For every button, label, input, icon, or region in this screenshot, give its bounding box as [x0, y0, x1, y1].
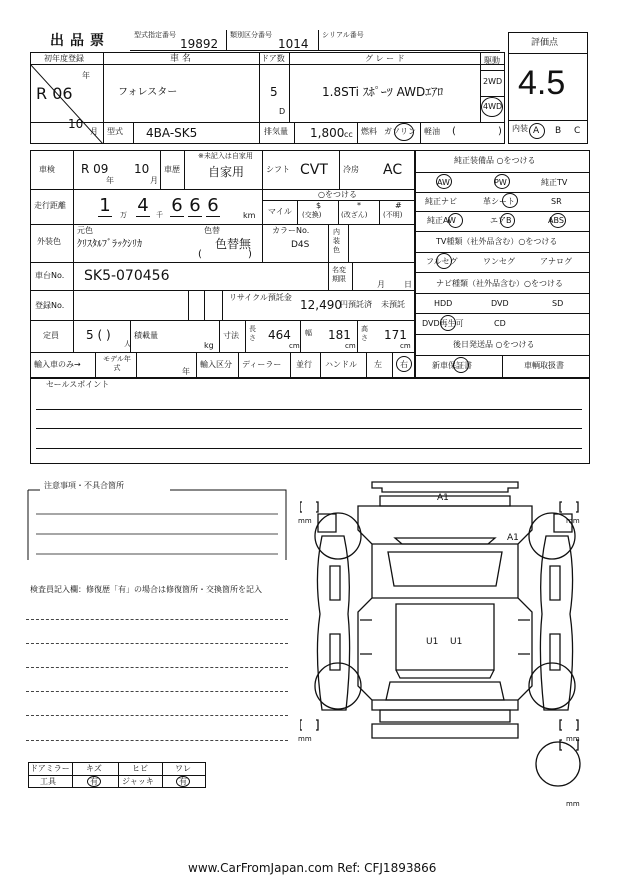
drive-label: 駆動	[484, 56, 500, 65]
sales-point-block	[30, 378, 590, 464]
handle-left: 左	[374, 360, 382, 369]
ac-label: 冷房	[343, 165, 359, 174]
inspection-month: 10	[134, 162, 150, 176]
handle-right-circle	[396, 356, 412, 372]
grade-value: 1.8STi ｽﾎﾟｰﾂ AWDｴｱﾛ	[322, 85, 444, 99]
car-damage-diagram	[300, 474, 590, 814]
option-sr: SR	[551, 197, 562, 206]
first-reg-era: R 06	[36, 84, 73, 103]
nav-cd: CD	[494, 319, 506, 328]
tv-oneseg: ワンセグ	[483, 257, 515, 266]
mm-spare: mm	[566, 800, 580, 808]
mm-rear-left: mm	[298, 735, 312, 743]
legend-jack: ジャッキ	[122, 777, 154, 786]
exterior-label: 外装色	[37, 237, 61, 246]
mileage-label: 走行距離	[34, 201, 66, 210]
tv-type-label: TV種類（社外品含む）○をつける	[436, 237, 558, 246]
legend-scratch: キズ	[86, 764, 102, 773]
drive-2wd: 2WD	[483, 77, 503, 86]
category-value: 1014	[278, 37, 309, 51]
repaint-label: 色替	[204, 226, 220, 235]
mm-front-left: mm	[298, 517, 312, 525]
model-cert-value: 19892	[180, 37, 219, 51]
option-alloy: 純正AW	[427, 216, 456, 225]
later-items-label: 後日発送品 ○をつける	[453, 340, 535, 349]
chassis-label: 車台No.	[35, 271, 65, 280]
import-type-label: 輸入区分	[200, 360, 232, 369]
reg-no-label: 登録No.	[35, 301, 65, 310]
watermark: www.CarFromJapan.com Ref: CFJ1893866	[188, 861, 437, 875]
mark-label: ○をつける	[318, 190, 357, 199]
model-type-label: 型式	[107, 127, 123, 136]
interior-grade-a: A	[533, 126, 540, 136]
parallel-label: 並行	[296, 360, 312, 369]
first-reg-label: 初年度登録	[44, 54, 84, 63]
doors-value: 5	[270, 85, 278, 99]
import-label: 輸入車のみ→	[34, 360, 81, 369]
option-abs: ABS	[548, 216, 564, 225]
rating-value: 4.5	[518, 64, 566, 102]
mark-a1-side: A1	[507, 533, 519, 543]
factory-options-label: 純正装備品 ○をつける	[454, 156, 536, 165]
mileage-exchange: (交換)	[302, 211, 322, 219]
grade-label: グ レ ー ド	[365, 54, 405, 63]
interior-grade-label: 内装	[512, 124, 528, 133]
load-label: 積載量	[134, 331, 158, 340]
option-aw: AW	[437, 178, 450, 187]
shift-value: CVT	[300, 162, 328, 178]
serial-label: シリアル番号	[322, 31, 364, 39]
nav-dvd: DVD	[491, 299, 509, 308]
later-manual: 車輌取扱書	[524, 361, 564, 370]
interior-a-circle	[529, 123, 545, 139]
legend-door-mirror: ドアミラー	[30, 764, 70, 773]
mark-a1-top: A1	[437, 493, 449, 503]
dims-label: 寸法	[223, 331, 239, 340]
fuel-gasoline-circle	[394, 123, 414, 141]
interior-color-label: 内装色	[333, 228, 340, 254]
option-pw: PW	[494, 178, 507, 187]
sales-point-label: セールスポイント	[46, 380, 110, 389]
mileage-digit-3: 6	[171, 195, 183, 216]
chassis-value: SK5-070456	[84, 268, 170, 284]
tv-analog: アナログ	[540, 257, 572, 266]
inspection-era: R 09	[81, 162, 109, 176]
car-name-value: フォレスター	[118, 87, 178, 98]
mile-label: マイル	[268, 207, 292, 216]
sheet-title: 出品票	[50, 33, 110, 49]
car-name-label: 車 名	[170, 54, 191, 64]
legend-tools: 工具	[40, 777, 56, 786]
legend-tools-have: 有	[90, 777, 98, 786]
first-reg-month: 10	[68, 117, 84, 131]
interior-grade-c: C	[574, 126, 581, 136]
length-value: 464	[268, 328, 291, 342]
inspection-label: 車検	[39, 165, 55, 174]
legend-jack-have: 有	[179, 777, 187, 786]
recycle-value: 12,490	[300, 298, 342, 312]
inspector-label: 検査員記入欄：修復歴「有」の場合は修復箇所・交換箇所を記入	[30, 585, 262, 594]
option-tv: 純正TV	[541, 178, 568, 187]
capacity-value: 5 ( )	[86, 328, 111, 342]
displacement-label: 排気量	[264, 127, 288, 136]
nav-hdd: HDD	[434, 299, 453, 308]
color-no-value: D4S	[291, 240, 310, 250]
legend-crack: ヒビ	[132, 764, 148, 773]
history-label: 車歴	[164, 165, 180, 174]
mileage-digit-4: 6	[189, 195, 201, 216]
legend-break: ワレ	[175, 764, 191, 773]
fuel-light-oil: 軽油	[424, 127, 440, 136]
doors-label: ドア数	[261, 54, 285, 63]
mark-u1-left: U1	[426, 637, 439, 647]
dealer-label: ディーラー	[242, 360, 282, 369]
model-cert-label: 型式指定番号	[134, 31, 176, 39]
original-color-value: ｸﾘｽﾀﾙﾌﾞﾗｯｸｼﾘｶ	[77, 239, 142, 250]
later-warranty: 新車保証書	[432, 361, 472, 370]
handle-label: ハンドル	[325, 360, 357, 369]
mileage-tamper: (改ざん)	[341, 211, 368, 219]
interior-grade-b: B	[555, 126, 562, 136]
rating-label: 評価点	[531, 38, 559, 48]
ac-value: AC	[383, 162, 403, 178]
history-note: ※未記入は自家用	[198, 152, 253, 160]
recycle-label: リサイクル預託金	[229, 293, 292, 302]
drive-4wd: 4WD	[483, 102, 503, 111]
mileage-digit-2: 4	[137, 195, 149, 216]
fuel-gasoline: ガソリン	[384, 127, 416, 136]
repaint-value: 色替無	[215, 237, 252, 251]
nav-dvd-playable: DVD再生可	[422, 319, 464, 328]
mm-rear-right: mm	[566, 735, 580, 743]
fuel-label: 燃料	[361, 127, 377, 136]
capacity-label: 定員	[43, 331, 59, 340]
shift-label: シフト	[266, 165, 290, 174]
mileage-digit-5: 6	[207, 195, 219, 216]
name-change-label: 名変期限	[332, 266, 346, 283]
drive-4wd-circle	[481, 97, 503, 117]
option-airbag: エアB	[490, 216, 512, 225]
mark-u1-right: U1	[450, 637, 463, 647]
nav-sd: SD	[552, 299, 564, 308]
nav-type-label: ナビ種類（社外品含む）○をつける	[436, 279, 563, 288]
displacement-value: 1,800	[310, 126, 345, 140]
history-value: 自家用	[208, 165, 245, 179]
original-color-label: 元色	[77, 226, 93, 235]
category-label: 類別区分番号	[230, 31, 272, 39]
width-value: 181	[328, 328, 351, 342]
option-leather: 革シート	[483, 197, 515, 206]
model-year-label: モデル年式	[103, 355, 131, 372]
option-navi: 純正ナビ	[425, 197, 457, 206]
height-value: 171	[384, 328, 407, 342]
mileage-digit-1: 1	[99, 195, 111, 216]
caution-label: 注意事項・不具合箇所	[44, 481, 124, 490]
model-type-value: 4BA-SK5	[146, 126, 198, 140]
mileage-unknown: (不明)	[383, 211, 403, 219]
handle-right: 右	[400, 360, 408, 369]
mm-front-right: mm	[566, 517, 580, 525]
recycle-unpaid: 未預託	[381, 300, 405, 309]
tv-fullseg: フルセグ	[426, 257, 458, 266]
color-no-label: カラーNo.	[272, 226, 310, 235]
